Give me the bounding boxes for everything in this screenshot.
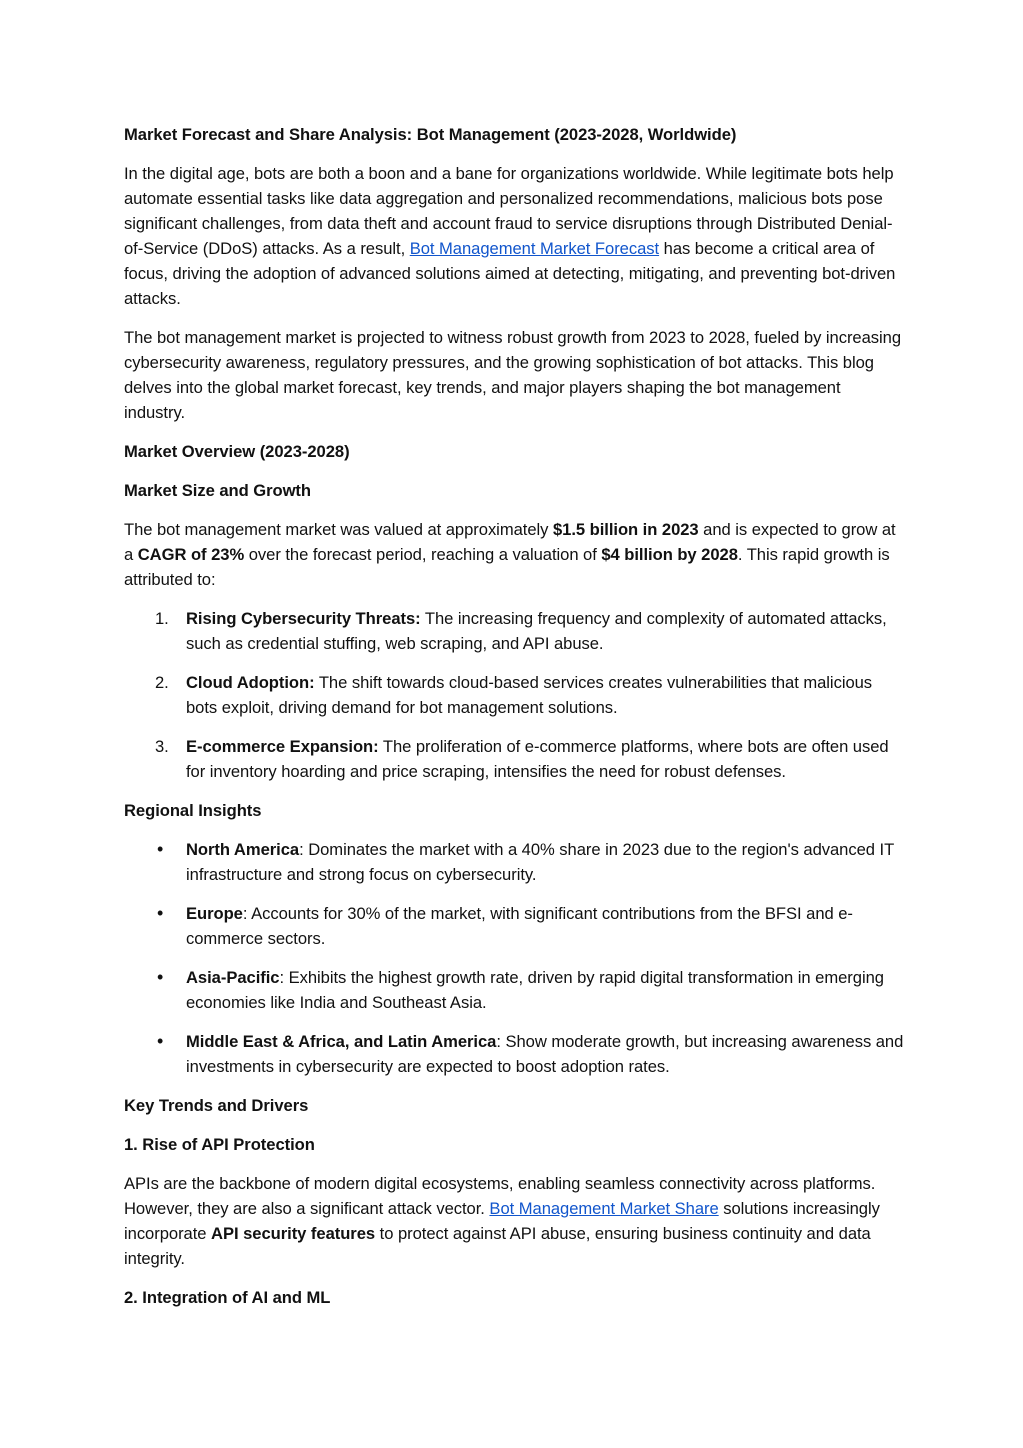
size-value-2028: $4 billion by 2028 — [601, 545, 738, 564]
size-text-2: and is expected to grow at a — [124, 520, 896, 564]
list-item — [124, 734, 904, 784]
bullet-icon: • — [157, 839, 164, 859]
forecast-link[interactable]: Bot Management Market Forecast — [409, 239, 660, 258]
list-item — [124, 606, 904, 656]
api-text-1: APIs are the backbone of modern digital ecosystems, enabling seamless connectivity across platforms. However, they are also a significant attack vector. — [124, 1174, 876, 1218]
bullet-icon: • — [157, 1031, 164, 1051]
region-text: : Exhibits the highest growth rate, driven by rapid digital transformation in emerging economies like India and Southeast Asia. — [186, 968, 884, 1012]
region-label: Europe — [186, 904, 243, 923]
list-number: 2. — [155, 673, 169, 692]
driver-label: Rising Cybersecurity Threats: — [186, 609, 421, 628]
trends-heading: Key Trends and Drivers — [124, 1096, 309, 1115]
market-share-link[interactable]: Bot Management Market Share — [489, 1199, 719, 1218]
driver-label: Cloud Adoption: — [186, 673, 315, 692]
api-text-2: solutions increasingly incorporate — [124, 1199, 880, 1243]
api-security-features: API security features — [211, 1224, 376, 1243]
list-item — [124, 670, 904, 720]
document-title: Market Forecast and Share Analysis: Bot Management (2023-2028, Worldwide) — [124, 125, 737, 144]
regions-list — [124, 837, 904, 1079]
size-cagr: CAGR of 23% — [137, 545, 245, 564]
size-paragraph — [124, 517, 904, 592]
size-value-2023: $1.5 billion in 2023 — [552, 520, 699, 539]
intro-paragraph — [124, 161, 904, 311]
region-label: Asia-Pacific — [186, 968, 280, 987]
region-label: Middle East & Africa, and Latin America — [186, 1032, 497, 1051]
list-number: 1. — [155, 609, 169, 628]
list-item — [124, 837, 904, 887]
bullet-icon: • — [157, 967, 164, 987]
api-text-3: to protect against API abuse, ensuring business continuity and data integrity. — [124, 1224, 871, 1268]
driver-text: The shift towards cloud-based services creates vulnerabilities that malicious bots exploit, driving demand for bot management solutions. — [186, 673, 873, 717]
document-page — [124, 122, 904, 1310]
size-text-4: . This rapid growth is attributed to: — [124, 545, 890, 589]
size-heading: Market Size and Growth — [124, 481, 311, 500]
list-item — [124, 965, 904, 1015]
size-text-1: The bot management market was valued at approximately — [124, 520, 553, 539]
intro-text-after: has become a critical area of focus, driving the adoption of advanced solutions aimed at detecting, mitigating, and preventing bot-driven attacks. — [124, 239, 896, 308]
list-item — [124, 901, 904, 951]
intro-text-before: In the digital age, bots are both a boon and a bane for organizations worldwide. While legitimate bots help automate essential tasks like data aggregation and personalized recommendations, malicious bots pose significant challenges, from data theft and account fraud to service disruptions through Distributed Denial-of-Service (DDoS) attacks. As a result, — [124, 164, 894, 258]
size-text-3: over the forecast period, reaching a valuation of — [244, 545, 602, 564]
list-number: 3. — [155, 737, 169, 756]
region-label: North America — [186, 840, 300, 859]
region-text: : Show moderate growth, but increasing awareness and investments in cybersecurity are expected to boost adoption rates. — [186, 1032, 904, 1076]
overview-heading: Market Overview (2023-2028) — [124, 442, 350, 461]
driver-text: The proliferation of e-commerce platforms, where bots are often used for inventory hoarding and price scraping, intensifies the need for robust defenses. — [186, 737, 889, 781]
regional-heading: Regional Insights — [124, 801, 262, 820]
bullet-icon: • — [157, 903, 164, 923]
drivers-list — [124, 606, 904, 784]
region-text: : Dominates the market with a 40% share in 2023 due to the region's advanced IT infrastructure and strong focus on cybersecurity. — [186, 840, 894, 884]
api-heading: 1. Rise of API Protection — [124, 1135, 315, 1154]
intro-paragraph-2: The bot management market is projected to witness robust growth from 2023 to 2028, fueled by increasing cybersecurity awareness, regulatory pressures, and the growing sophistication of bot attacks. This blog delves into the global market forecast, key trends, and major players shaping the bot management industry. — [124, 328, 902, 422]
api-paragraph — [124, 1171, 904, 1271]
region-text: : Accounts for 30% of the market, with significant contributions from the BFSI and e-commerce sectors. — [186, 904, 853, 948]
ai-heading: 2. Integration of AI and ML — [124, 1288, 331, 1307]
driver-text: The increasing frequency and complexity of automated attacks, such as credential stuffing, web scraping, and API abuse. — [186, 609, 887, 653]
driver-label: E-commerce Expansion: — [186, 737, 379, 756]
list-item — [124, 1029, 904, 1079]
